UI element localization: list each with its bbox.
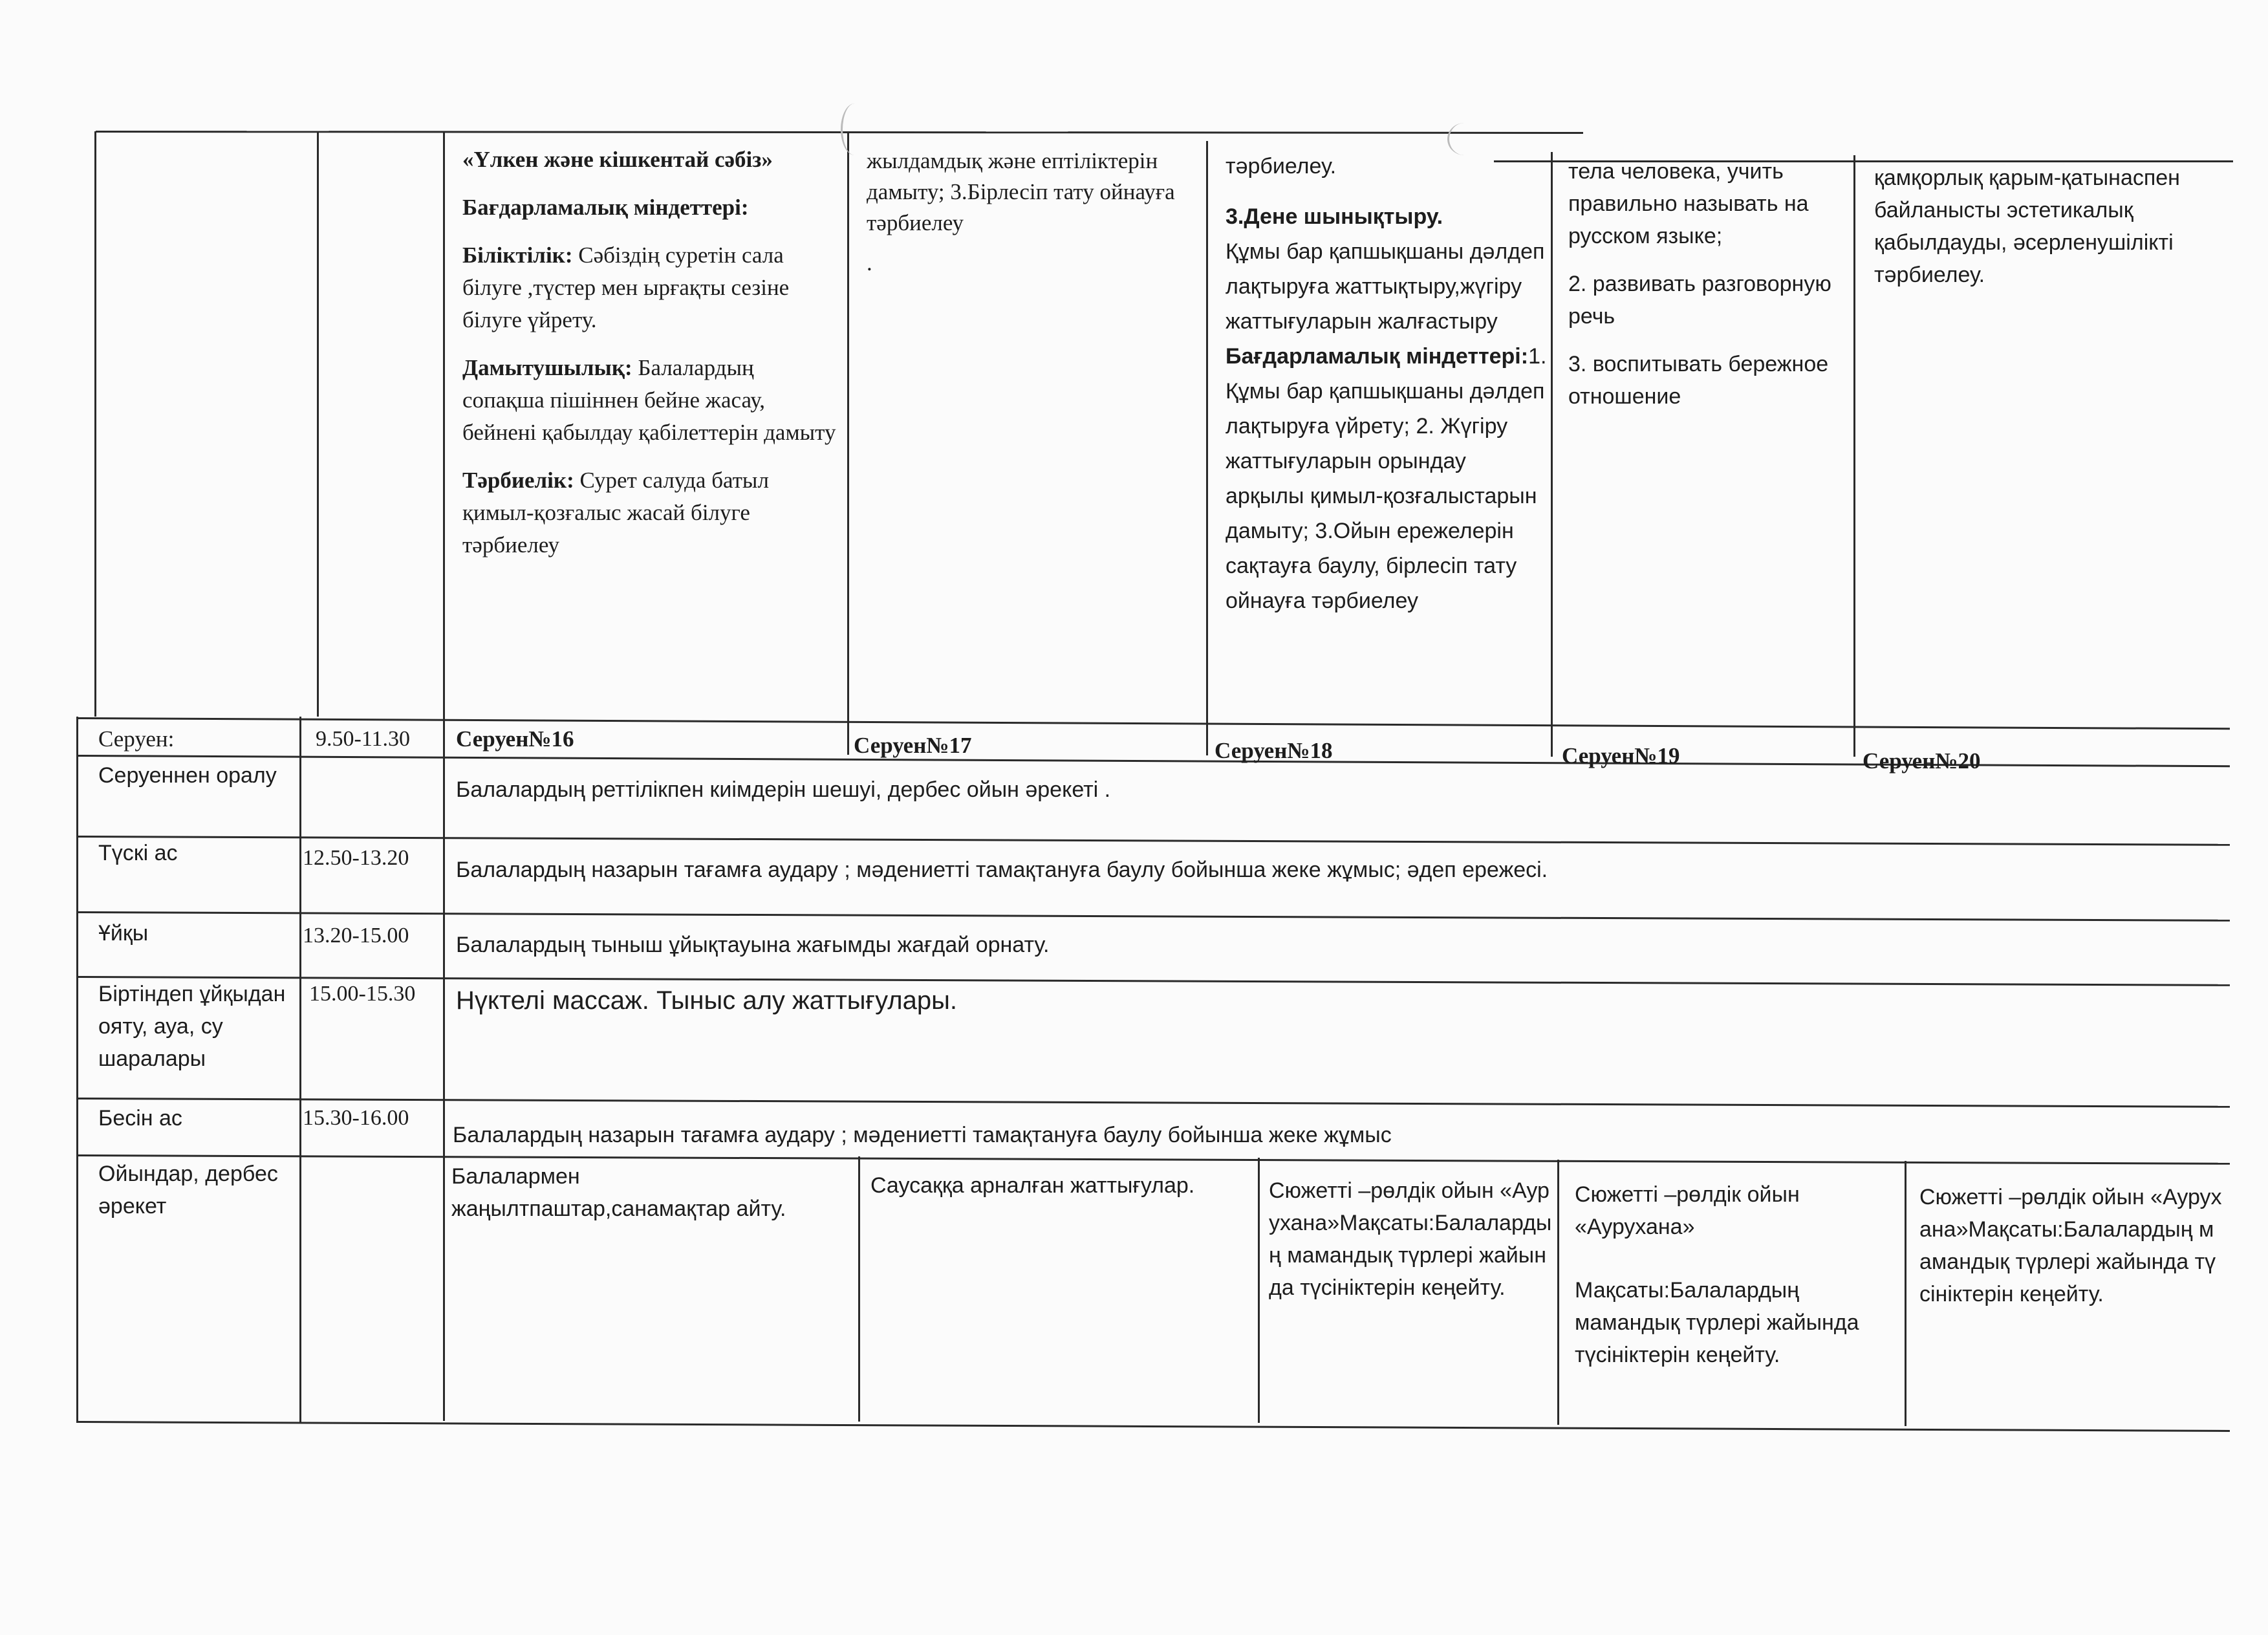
games-label: Ойындар, дербес әрекет xyxy=(98,1162,278,1218)
col-wed-thu-border xyxy=(1551,152,1553,757)
sleep-time: 13.20-15.00 xyxy=(303,924,409,947)
walk-fri: Серуен№20 xyxy=(1863,748,1981,774)
walk-time: 9.50-11.30 xyxy=(316,727,411,751)
games-mon: Балалармен жаңылтпаштар,санамақтар айту. xyxy=(451,1164,786,1221)
col-content-border xyxy=(443,131,445,1421)
games-thu-goal: Мақсаты:Балалардың мамандық түрлері жайында түсініктерін кеңейту. xyxy=(1575,1278,1859,1367)
top-mon-cell xyxy=(462,144,841,577)
snack-text: Балалардың назарын тағамға аудару ; мәдениетті тамақтануға баулу бойынша жеке жұмыс xyxy=(453,1123,1392,1147)
top-wed-cell xyxy=(1226,149,1549,618)
thu-p3: 3. воспитывать бережное отношение xyxy=(1568,352,1829,409)
wed-heading: 3.Дене шынықтыру. xyxy=(1226,204,1443,229)
walk-label: Серуен: xyxy=(98,726,175,752)
col-tue-wed-border xyxy=(1206,141,1208,755)
task-skill: Біліктілік: Сәбіздің суретін сала білуге ,түстер мен ырғақты сезіне білуге үйрету. xyxy=(462,243,790,332)
row-divider-games xyxy=(76,1154,2230,1165)
return-label: Серуеннен оралу xyxy=(98,763,277,788)
col-tue-wed-border-games xyxy=(1258,1158,1260,1423)
wake-time: 15.00-15.30 xyxy=(309,982,416,1006)
wed-tasks-text: 1. Құмы бар қапшықшаны дәлдеп лақтыруға үйрету; 2. Жүгіру жаттығуларын орындау арқылы қимыл-қозғалыстарын дамыту; 3.Ойын ережелерін сақтауға баулу, бірлесіп тату ойнауға тәрбиелеу xyxy=(1226,344,1547,613)
task-upbringing: Тәрбиелік: Сурет салуда батыл қимыл-қозғалыс жасай білуге тәрбиелеу xyxy=(462,468,769,558)
col-left-border xyxy=(94,131,96,717)
wed-tasks-heading: Бағдарламалық міндеттері: xyxy=(1226,344,1529,369)
col-time-border xyxy=(317,131,319,717)
snack-label: Бесін ас xyxy=(98,1106,182,1131)
col-thu-fri-border xyxy=(1853,155,1855,757)
top-tue-cell xyxy=(867,146,1196,279)
lunch-text: Балалардың назарын тағамға аудару ; мәдениетті тамақтануға баулу бойынша жеке жұмыс; әдеп ережесі. xyxy=(456,858,1548,882)
activity-title: «Үлкен және кішкентай сәбіз» xyxy=(462,147,773,172)
walk-wed: Серуен№18 xyxy=(1215,738,1333,763)
task-development: Дамытушылық: Балалардың сопақша пішіннен бейне жасау, бейнені қабылдау қабілеттерін дамыту xyxy=(462,355,836,445)
sleep-label: Ұйқы xyxy=(98,921,149,946)
col-thu-fri-border-games xyxy=(1905,1161,1906,1426)
games-thu-title: Сюжетті –рөлдік ойын «Аурухана» xyxy=(1575,1182,1800,1239)
tue-text: жылдамдық және ептіліктерін дамыту; 3.Бірлесіп тату ойнауға тәрбиелеу xyxy=(867,148,1175,235)
wed-text: Құмы бар қапшықшаны дәлдеп лақтыруға жаттықтыру,жүгіру жаттығуларын жалғастыру xyxy=(1226,239,1545,334)
walk-thu: Серуен№19 xyxy=(1562,743,1680,768)
scan-smudge xyxy=(841,103,869,155)
games-wed: Сюжетті –рөлдік ойын «Аурухана»Мақсаты:Балалардың мамандық түрлері жайында түсініктерін кеңейту. xyxy=(1269,1178,1552,1300)
thu-p2: 2. развивать разговорную речь xyxy=(1568,272,1831,329)
col-time-border-lower xyxy=(299,717,301,1423)
wake-label: Біртіндеп ұйқыдан ояту, ауа, су шаралары xyxy=(98,982,286,1071)
scan-smudge xyxy=(1447,123,1482,155)
lunch-label: Түскі ас xyxy=(98,841,178,865)
tasks-heading: Бағдарламалық міндеттері: xyxy=(462,195,749,220)
games-fri: Сюжетті –рөлдік ойын «Аурухана»Мақсаты:Балалардың мамандық түрлері жайында түсініктерін кеңейту. xyxy=(1919,1185,2222,1306)
col-mon-tue-border-games xyxy=(858,1156,860,1422)
walk-tue: Серуен№17 xyxy=(854,733,972,758)
col-mon-tue-border xyxy=(847,133,849,755)
snack-time: 15.30-16.00 xyxy=(303,1106,409,1130)
lunch-time: 12.50-13.20 xyxy=(303,846,409,870)
return-text: Балалардың реттілікпен киімдерін шешуі, дербес ойын әрекеті . xyxy=(456,777,1111,802)
table-bottom-border xyxy=(76,1421,2230,1432)
games-thu xyxy=(1575,1178,1898,1371)
tue-dot: . xyxy=(867,250,872,276)
col-wed-thu-border-games xyxy=(1557,1160,1559,1425)
thu-p1: тела человека, учить правильно называть на русском языке; xyxy=(1568,159,1809,248)
wed-lead: тәрбиелеу. xyxy=(1226,154,1337,179)
top-thu-cell xyxy=(1568,155,1846,428)
sleep-text: Балалардың тыныш ұйықтауына жағымды жағдай орнату. xyxy=(456,933,1050,957)
top-fri-cell xyxy=(1874,162,2223,291)
col-left-border-lower xyxy=(76,717,78,1423)
walk-mon: Серуен№16 xyxy=(456,726,574,752)
fri-text: қамқорлық қарым-қатынаспен байланысты эстетикалық қабылдауды, әсерленушілікті тәрбиелеу. xyxy=(1874,166,2180,287)
wake-text: Нүктелі массаж. Тыныс алу жаттығулары. xyxy=(456,986,957,1015)
games-tue: Саусаққа арналған жаттығулар. xyxy=(870,1173,1195,1198)
